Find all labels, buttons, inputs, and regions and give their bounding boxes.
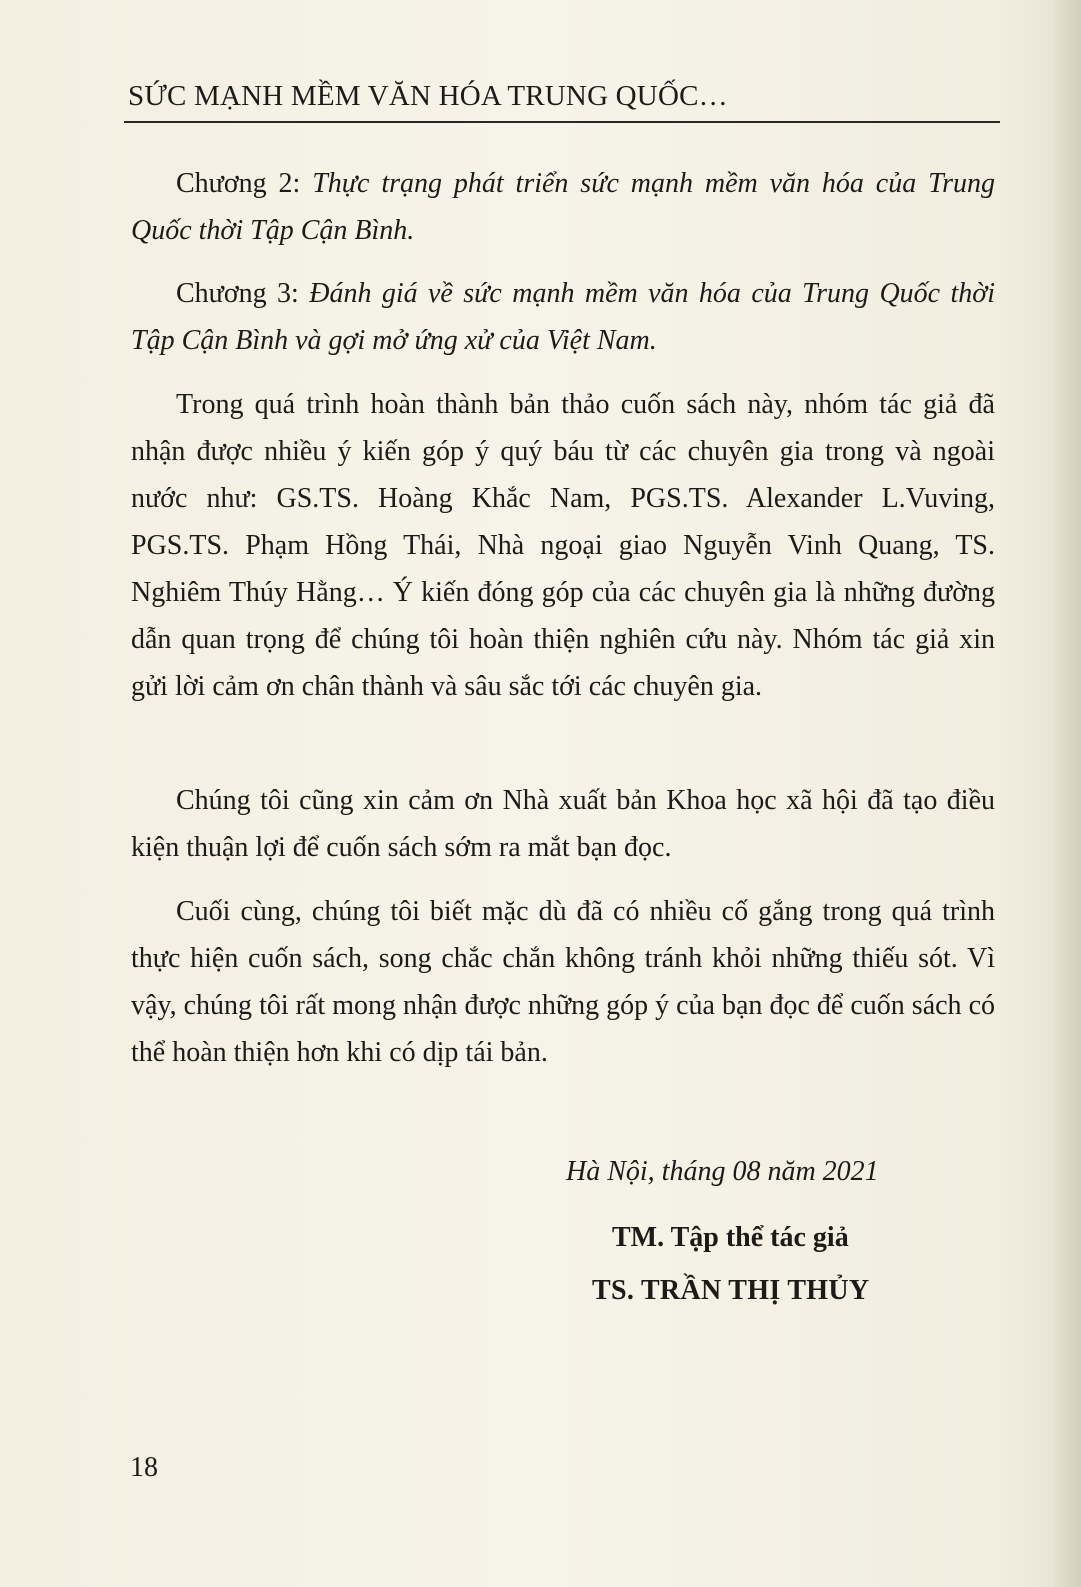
signature-place-date: Hà Nội, tháng 08 năm 2021	[566, 1156, 879, 1187]
chapter-3-title: Đánh giá về sức mạnh mềm văn hóa của Trung Quốc thời Tập Cận Bình và gợi mở ứng xử của Việt Nam.	[131, 278, 995, 356]
chapter-2-label: Chương 2:	[176, 168, 313, 199]
chapter-2-title: Thực trạng phát triển sức mạnh mềm văn hóa của Trung Quốc thời Tập Cận Bình.	[131, 168, 995, 246]
running-header: SỨC MẠNH MỀM VĂN HÓA TRUNG QUỐC…	[128, 80, 728, 112]
page-edge-shadow	[1051, 0, 1081, 1587]
chapter-3-label: Chương 3:	[176, 278, 310, 309]
signature-role: TM. Tập thể tác giả	[612, 1222, 849, 1253]
signature-name: TS. TRẦN THỊ THỦY	[592, 1275, 870, 1306]
page-number: 18	[130, 1452, 158, 1483]
closing-text: Cuối cùng, chúng tôi biết mặc dù đã có nhiều cố gắng trong quá trình thực hiện cuốn sách, song chắc chắn không tránh khỏi những thiếu sót. Vì vậy, chúng tôi rất mong nhận được những góp ý của bạn đọc để cuốn sách có thể hoàn thiện hơn khi có dịp tái bản.	[131, 896, 995, 1068]
paragraph-publisher-thanks	[131, 777, 995, 871]
acknowledgement-text: Trong quá trình hoàn thành bản thảo cuốn sách này, nhóm tác giả đã nhận được nhiều ý kiến góp ý quý báu từ các chuyên gia trong và ngoài nước như: GS.TS. Hoàng Khắc Nam, PGS.TS. Alexander L.Vuving, PGS.TS. Phạm Hồng Thái, Nhà ngoại giao Nguyễn Vinh Quang, TS. Nghiêm Thúy Hằng… Ý kiến đóng góp của các chuyên gia là những đường dẫn quan trọng để chúng tôi hoàn thiện nghiên cứu này. Nhóm tác giả xin gửi lời cảm ơn chân thành và sâu sắc tới các chuyên gia.	[131, 389, 995, 702]
paragraph-acknowledgement	[131, 381, 995, 710]
paragraph-chapter-2	[131, 160, 995, 254]
paragraph-closing	[131, 888, 995, 1076]
header-rule	[124, 121, 1000, 123]
publisher-thanks-text: Chúng tôi cũng xin cảm ơn Nhà xuất bản Khoa học xã hội đã tạo điều kiện thuận lợi để cuốn sách sớm ra mắt bạn đọc.	[131, 785, 995, 863]
paragraph-chapter-3	[131, 270, 995, 364]
